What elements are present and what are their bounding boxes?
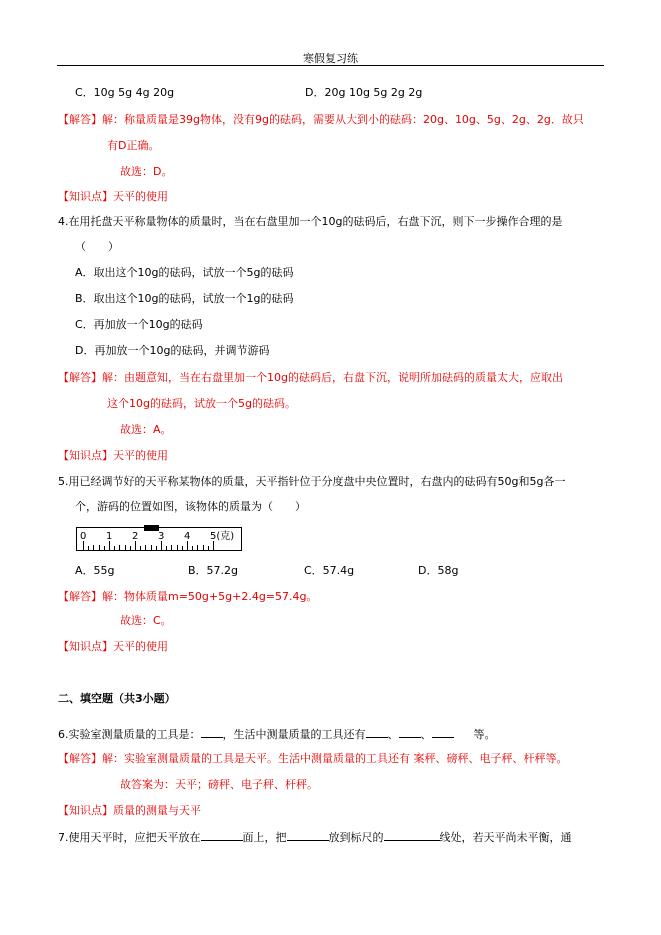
- kp-label: 【知识点】: [58, 190, 113, 203]
- page-header-title: 寒假复习练: [303, 52, 358, 65]
- q4-option-b: B．取出这个10g的砝码，试放一个1g的砝码: [75, 292, 294, 305]
- q7-stem-part2: 面上，把: [242, 831, 287, 844]
- blank-line: [201, 830, 243, 841]
- q6-answer-result: 故答案为：天平；磅秤、电子秤、杆秤。: [120, 778, 318, 791]
- answer-text: 解：由题意知，当在右盘里加一个10g的砝码后，右盘下沉，说明所加砝码的质量太大，应取出: [102, 371, 563, 384]
- minor-tick: [171, 545, 172, 550]
- minor-tick: [151, 545, 152, 550]
- blank-line: [366, 727, 388, 738]
- answer-label: 【解答】: [58, 752, 102, 765]
- kp-label: 【知识点】: [58, 640, 113, 653]
- q5-option-c: C．57.4g: [304, 564, 355, 577]
- answer-text: 解：称量质量是39g物体，没有9g的砝码，需要从大到小的砝码：20g、10g、5g、2g、2g．故只: [102, 113, 584, 126]
- q5-answer: [58, 590, 318, 604]
- q6-sep: 、: [387, 728, 399, 741]
- answer-text: 解：物体质量m=50g+5g+2.4g=57.4g。: [102, 590, 318, 603]
- minor-tick: [166, 546, 167, 550]
- q3-choice: 故选：D。: [120, 165, 173, 178]
- blank-line: [432, 727, 454, 738]
- q5-stem-line1: 5.用已经调节好的天平称某物体的质量，天平指针位于分度盘中央位置时，右盘内的砝码有50g和5g各一: [58, 475, 566, 488]
- minor-tick: [104, 546, 105, 550]
- kp-text: 天平的使用: [113, 449, 168, 462]
- rider-marker: [144, 525, 159, 531]
- blank-line: [287, 830, 329, 841]
- kp-text: 天平的使用: [113, 640, 168, 653]
- kp-label: 【知识点】: [58, 449, 113, 462]
- minor-tick: [156, 546, 157, 550]
- q4-stem-line1: 4.在用托盘天平称量物体的质量时，当在右盘里加一个10g的砝码后，右盘下沉，则下一步操作合理的是: [58, 215, 563, 228]
- answer-label: 【解答】: [58, 371, 102, 384]
- tick-label: 1: [106, 531, 113, 542]
- tick-label: 5(克): [210, 531, 235, 542]
- q5-option-a: A．55g: [75, 564, 115, 577]
- answer-label: 【解答】: [58, 590, 102, 603]
- q5-option-d: D．58g: [418, 564, 459, 577]
- kp-label: 【知识点】: [58, 804, 113, 817]
- q7-stem-part3: 放到标尺的: [328, 831, 384, 844]
- answer-text: 解：实验室测量质量的工具是天平。生活中测量质量的工具还有 案秤、磅秤、电子秤、杆秤等。: [102, 752, 568, 765]
- q3-answer-line1: [58, 113, 584, 127]
- tick-label: 4: [184, 531, 191, 542]
- minor-tick: [145, 545, 146, 550]
- q3-knowledge-point: [58, 190, 168, 204]
- minor-tick: [114, 546, 115, 550]
- q4-answer-line2: 这个10g的砝码，试放一个5g的砝码。: [107, 397, 296, 410]
- q4-option-a: A．取出这个10g的砝码，试放一个5g的砝码: [75, 266, 294, 279]
- minor-tick: [182, 546, 183, 550]
- q6-stem-end: 等。: [473, 728, 496, 741]
- minor-tick: [192, 546, 193, 550]
- q6-knowledge-point: [58, 804, 201, 818]
- q7-stem-part1: 7.使用天平时，应把天平放在: [58, 831, 201, 844]
- minor-tick: [208, 546, 209, 550]
- q4-knowledge-point: [58, 449, 168, 463]
- minor-tick: [203, 545, 204, 550]
- minor-tick: [125, 545, 126, 550]
- minor-tick: [177, 545, 178, 550]
- q6-stem-part2: ，生活中测量质量的工具还有: [222, 728, 366, 741]
- tick-label: 3: [158, 531, 165, 542]
- q7-stem-part4: 线处，若天平尚未平衡，通: [439, 831, 572, 844]
- minor-tick: [130, 546, 131, 550]
- q7-stem: [58, 830, 572, 845]
- minor-tick: [93, 545, 94, 550]
- q3-option-c: C．10g 5g 4g 20g: [75, 86, 175, 99]
- kp-text: 质量的测量与天平: [113, 804, 201, 817]
- blank-line: [384, 830, 440, 841]
- q4-option-d: D．再加放一个10g的砝码，并调节游码: [75, 344, 270, 357]
- q5-stem-line2: 个，游码的位置如图，该物体的质量为（ ）: [75, 500, 306, 513]
- q5-knowledge-point: [58, 640, 168, 654]
- blank-line: [399, 727, 421, 738]
- section-title: 二、填空题（共3小题）: [58, 692, 176, 705]
- header-divider: [57, 65, 604, 66]
- minor-tick: [119, 545, 120, 550]
- minor-tick: [197, 545, 198, 550]
- kp-text: 天平的使用: [113, 190, 168, 203]
- q3-answer-line2: 有D正确。: [107, 139, 160, 152]
- tick-label: 2: [132, 531, 139, 542]
- q5-choice: 故选：C。: [120, 614, 172, 627]
- q5-option-b: B．57.2g: [188, 564, 239, 577]
- q6-stem: [58, 727, 496, 742]
- scale-ruler-figure: [76, 527, 242, 551]
- q4-answer-line1: [58, 371, 563, 385]
- tick-label: 0: [80, 531, 87, 542]
- q4-stem-line2: （ ）: [75, 240, 119, 253]
- answer-label: 【解答】: [58, 113, 102, 126]
- q3-option-d: D．20g 10g 5g 2g 2g: [305, 86, 423, 99]
- minor-tick: [88, 546, 89, 550]
- minor-tick: [99, 545, 100, 550]
- q6-sep: 、: [420, 728, 432, 741]
- minor-tick: [140, 546, 141, 550]
- q4-choice: 故选：A。: [120, 423, 172, 436]
- q4-option-c: C．再加放一个10g的砝码: [75, 318, 203, 331]
- q6-stem-part1: 6.实验室测量质量的工具是：: [58, 728, 201, 741]
- q6-answer: [58, 752, 568, 766]
- blank-line: [201, 727, 223, 738]
